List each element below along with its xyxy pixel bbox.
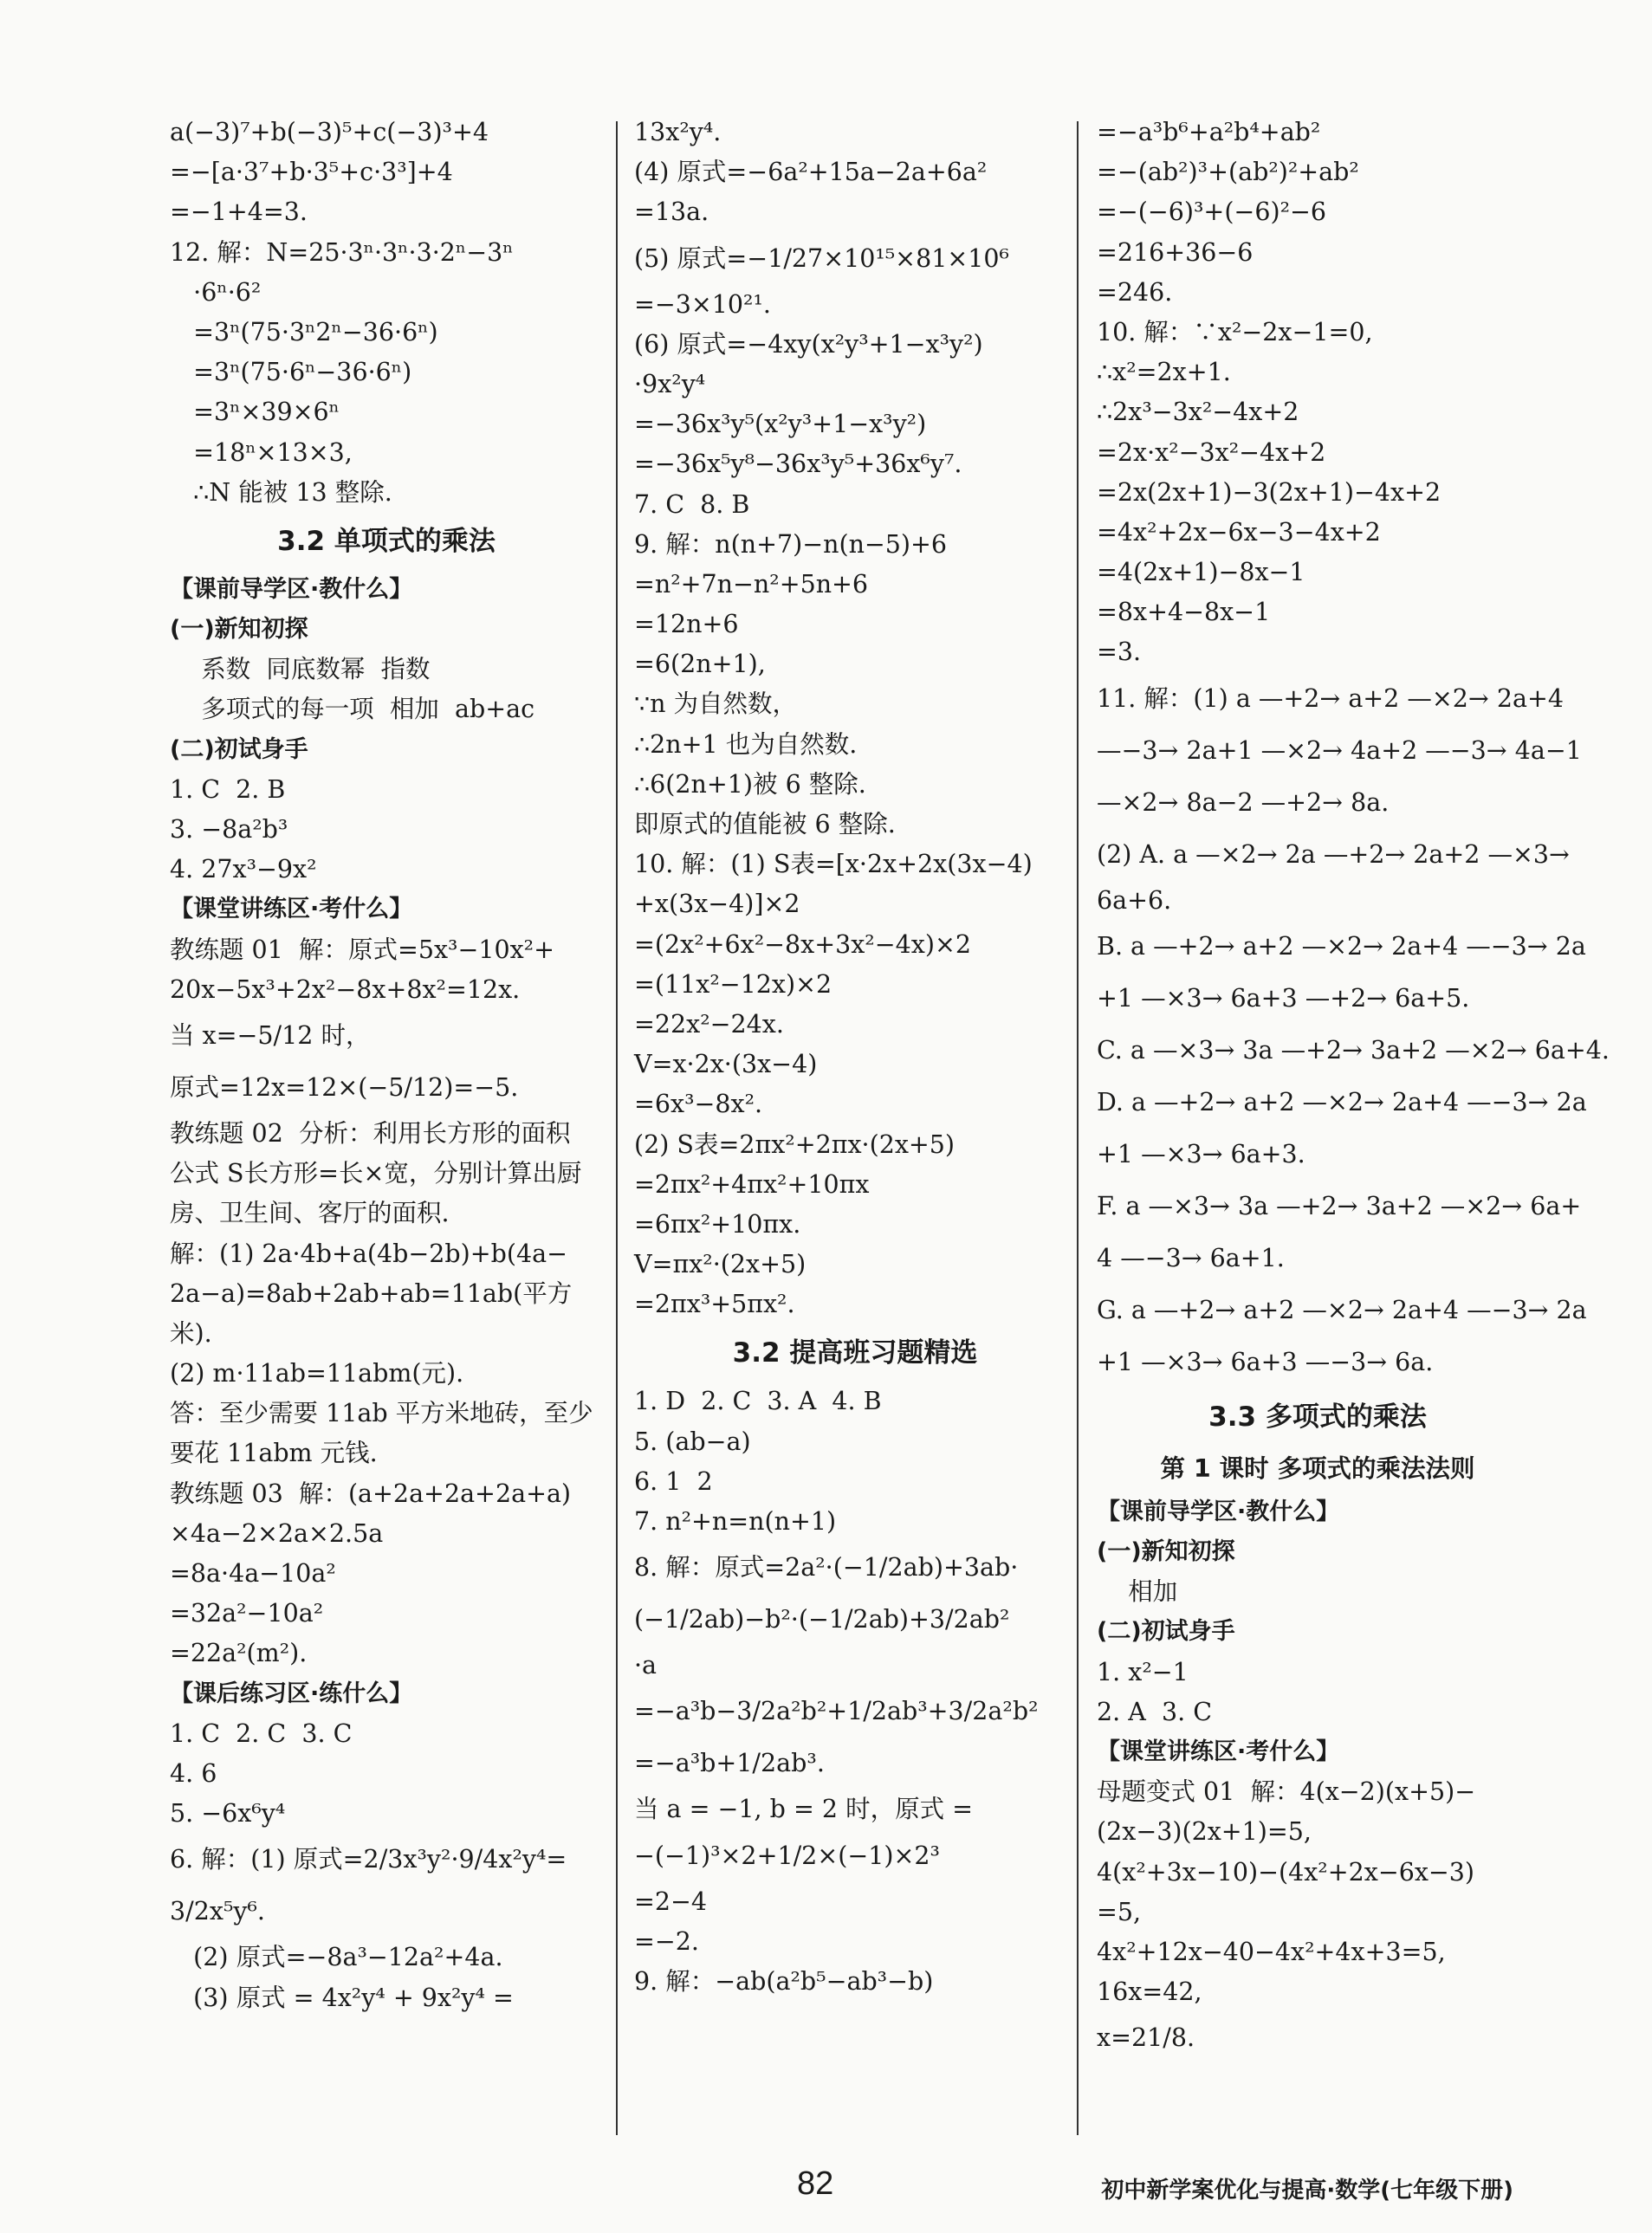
formula-line: B. a —+2→ a+2 —×2→ 2a+4 —−3→ 2a	[1097, 931, 1586, 961]
column-left	[170, 113, 603, 2018]
text-line: 10. 解：(1) S表=[x·2x+2x(3x−4)	[634, 850, 1033, 879]
section-heading: 【课前导学区·教什么】	[1097, 1498, 1340, 1525]
text-line: ∴N 能被 13 整除.	[170, 477, 392, 507]
formula-line: =−a³b+1/2ab³.	[634, 1749, 825, 1778]
text-line: 3. −8a²b³	[170, 815, 288, 844]
text-line: =3ⁿ×39×6ⁿ	[170, 398, 340, 427]
text-line: =−2.	[634, 1926, 699, 1956]
formula-line: (5) 原式=−1/27×10¹⁵×81×10⁶	[634, 243, 1009, 273]
text-line: =−36x⁵y⁸−36x³y⁵+36x⁶y⁷.	[634, 450, 962, 479]
text-line: =3ⁿ(75·6ⁿ−36·6ⁿ)	[170, 358, 412, 387]
text-line: =4(2x+1)−8x−1	[1097, 558, 1305, 587]
column-divider	[616, 121, 618, 2135]
text-line: (6) 原式=−4xy(x²y³+1−x³y²)	[634, 329, 983, 359]
text-line: =22x²−24x.	[634, 1009, 784, 1039]
text-line: 系数 同底数幂 指数	[170, 655, 431, 684]
formula-line: 当 x=−5/12 时，	[170, 1020, 371, 1050]
section-title: 3.2 单项式的乘法	[277, 525, 496, 557]
column-divider	[1077, 121, 1079, 2135]
formula-line: +1 —×3→ 6a+3 —+2→ 6a+5.	[1097, 983, 1470, 1013]
text-line: 1. x²−1	[1097, 1657, 1189, 1686]
formula-line: 原式=12x=12×(−5/12)=−5.	[170, 1072, 519, 1102]
text-line: +x(3x−4)]×2	[634, 890, 800, 919]
text-line: =−1+4=3.	[170, 197, 308, 227]
text-line: (2) m·11ab=11abm(元).	[170, 1359, 464, 1388]
text-line: 答：至少需要 11ab 平方米地砖，至少	[170, 1399, 593, 1428]
text-line: 1. C 2. B	[170, 774, 286, 804]
formula-line: =−a³b−3/2a²b²+1/2ab³+3/2a²b²	[634, 1697, 1039, 1726]
text-line: =18ⁿ×13×3,	[170, 437, 353, 467]
page-number: 82	[797, 2165, 834, 2202]
text-line: (2) S表=2πx²+2πx·(2x+5)	[634, 1129, 956, 1159]
column-middle	[634, 113, 1076, 2002]
text-line: 13x²y⁴.	[634, 118, 722, 146]
text-line: ·9x²y⁴	[634, 369, 706, 398]
text-line: 2. A 3. C	[1097, 1697, 1213, 1726]
text-line: 12. 解：N=25·3ⁿ·3ⁿ·3·2ⁿ−3ⁿ	[170, 237, 514, 267]
text-line: 教练题 02 分析：利用长方形的面积	[170, 1118, 571, 1148]
formula-line: (−1/2ab)−b²·(−1/2ab)+3/2ab²	[634, 1605, 1010, 1634]
text-line: ∴6(2n+1)被 6 整除.	[634, 769, 866, 799]
text-line: 5. −6x⁶y⁴	[170, 1799, 286, 1828]
text-line: =8x+4−8x−1	[1097, 598, 1271, 627]
text-line: 解：(1) 2a·4b+a(4b−2b)+b(4a−	[170, 1239, 567, 1268]
text-line: =−36x³y⁵(x²y³+1−x³y²)	[634, 410, 927, 439]
text-line: 相加	[1097, 1577, 1178, 1607]
text-line: =2πx³+5πx².	[634, 1290, 795, 1319]
section-title: 3.3 多项式的乘法	[1208, 1401, 1427, 1433]
text-line: 房、卫生间、客厅的面积.	[170, 1199, 450, 1228]
text-line: 米).	[170, 1318, 212, 1348]
text-line: =8a·4a−10a²	[170, 1559, 336, 1588]
formula-line: x=21/8.	[1097, 2023, 1195, 2053]
text-line: =−3×10²¹.	[634, 289, 771, 319]
formula-line: (2) A. a —×2→ 2a —+2→ 2a+2 —×3→	[1097, 839, 1570, 869]
text-line: a(−3)⁷+b(−3)⁵+c(−3)³+4	[170, 118, 489, 146]
text-line: =−a³b⁶+a²b⁴+ab²	[1097, 118, 1321, 146]
text-line: V=πx²·(2x+5)	[634, 1250, 807, 1279]
text-line: =2−4	[634, 1887, 708, 1916]
text-line: ∴x²=2x+1.	[1097, 358, 1231, 387]
text-line: (3) 原式 = 4x²y⁴ + 9x²y⁴ =	[170, 1983, 514, 2012]
text-line: 9. 解：n(n+7)−n(n−5)+6	[634, 529, 948, 559]
text-line: 公式 S长方形=长×宽，分别计算出厨	[170, 1159, 582, 1188]
section-heading: (二)初试身手	[1097, 1618, 1235, 1646]
text-line: ∵n 为自然数，	[634, 689, 798, 719]
text-line: =(2x²+6x²−8x+3x²−4x)×2	[634, 929, 971, 959]
section-heading: (二)初试身手	[170, 735, 308, 763]
text-line: (2x−3)(2x+1)=5,	[1097, 1817, 1312, 1847]
text-line: 9. 解：−ab(a²b⁵−ab³−b)	[634, 1966, 934, 1996]
text-line: 2a−a)=8ab+2ab+ab=11ab(平方	[170, 1278, 573, 1308]
text-line: 当 a = −1, b = 2 时，原式 =	[634, 1795, 974, 1824]
column-right	[1097, 113, 1610, 2064]
text-line: =2x(2x+1)−3(2x+1)−4x+2	[1097, 477, 1441, 507]
formula-line: C. a —×3→ 3a —+2→ 3a+2 —×2→ 6a+4.	[1097, 1035, 1610, 1065]
section-heading: 【课堂讲练区·考什么】	[1097, 1738, 1340, 1765]
text-line: 16x=42,	[1097, 1977, 1202, 2007]
text-line: 6. 1 2	[634, 1466, 713, 1496]
text-line: =32a²−10a²	[170, 1599, 324, 1628]
text-line: =3.	[1097, 638, 1142, 667]
text-line: =4x²+2x−6x−3−4x+2	[1097, 517, 1381, 547]
text-line: 4x²+12x−40−4x²+4x+3=5,	[1097, 1937, 1446, 1966]
section-heading: 【课前导学区·教什么】	[170, 575, 413, 603]
text-line: (4) 原式=−6a²+15a−2a+6a²	[634, 158, 988, 187]
text-line: =6(2n+1),	[634, 650, 766, 679]
text-line: 教练题 03 解：(a+2a+2a+2a+a)	[170, 1479, 572, 1508]
text-line: =5,	[1097, 1897, 1142, 1926]
text-line: =3ⁿ(75·3ⁿ2ⁿ−36·6ⁿ)	[170, 317, 438, 346]
text-line: 4. 27x³−9x²	[170, 855, 317, 884]
text-line: =−(ab²)³+(ab²)²+ab²	[1097, 158, 1359, 187]
section-heading: 【课堂讲练区·考什么】	[170, 896, 413, 923]
section-heading: 【课后练习区·练什么】	[170, 1680, 413, 1707]
book-title: 初中新学案优化与提高·数学(七年级下册)	[1101, 2178, 1513, 2204]
text-line: 20x−5x³+2x²−8x+8x²=12x.	[170, 974, 521, 1004]
text-line: ∴2n+1 也为自然数.	[634, 729, 858, 759]
section-title: 3.2 提高班习题精选	[732, 1337, 978, 1369]
text-line: 10. 解：∵x²−2x−1=0,	[1097, 317, 1373, 346]
text-line: =22a²(m²).	[170, 1639, 308, 1668]
formula-line: +1 —×3→ 6a+3 —−3→ 6a.	[1097, 1347, 1434, 1376]
text-line: =2x·x²−3x²−4x+2	[1097, 437, 1326, 467]
text-line: 1. C 2. C 3. C	[170, 1718, 353, 1748]
formula-line: +1 —×3→ 6a+3.	[1097, 1139, 1305, 1168]
text-line: 5. (ab−a)	[634, 1427, 751, 1456]
formula-line: −(−1)³×2+1/2×(−1)×2³	[634, 1841, 940, 1870]
text-line: 7. C 8. B	[634, 489, 750, 519]
formula-line: F. a —×3→ 3a —+2→ 3a+2 —×2→ 6a+	[1097, 1191, 1582, 1220]
text-line: =13a.	[634, 197, 709, 227]
formula-line: —−3→ 2a+1 —×2→ 4a+2 —−3→ 4a−1	[1097, 735, 1582, 765]
text-line: =n²+7n−n²+5n+6	[634, 569, 869, 599]
text-line: 要花 11abm 元钱.	[170, 1439, 378, 1468]
formula-line: 8. 解：原式=2a²·(−1/2ab)+3ab·	[634, 1553, 1019, 1583]
text-line: 6a+6.	[1097, 885, 1172, 915]
text-line: (2) 原式=−8a³−12a²+4a.	[170, 1943, 503, 1972]
text-line: ·6ⁿ·6²	[170, 277, 262, 307]
text-line: 4(x²+3x−10)−(4x²+2x−6x−3)	[1097, 1857, 1475, 1887]
text-line: ·a	[634, 1651, 658, 1680]
formula-line: D. a —+2→ a+2 —×2→ 2a+4 —−3→ 2a	[1097, 1087, 1587, 1116]
text-line: =(11x²−12x)×2	[634, 969, 832, 999]
text-line: 4. 6	[170, 1758, 217, 1788]
text-line: 7. n²+n=n(n+1)	[634, 1507, 837, 1536]
text-line: ∴2x³−3x²−4x+2	[1097, 398, 1299, 427]
text-line: =2πx²+4πx²+10πx	[634, 1169, 870, 1199]
section-heading: (一)新知初探	[170, 616, 308, 644]
text-line: ×4a−2×2a×2.5a	[170, 1518, 384, 1548]
formula-line: 11. 解：(1) a —+2→ a+2 —×2→ 2a+4	[1097, 683, 1564, 713]
text-line: =6x³−8x².	[634, 1090, 763, 1119]
text-line: 多项式的每一项 相加 ab+ac	[170, 695, 535, 724]
formula-line: 3/2x⁵y⁶.	[170, 1897, 265, 1926]
text-line: 母题变式 01 解：4(x−2)(x+5)−	[1097, 1777, 1476, 1807]
text-line: =−[a·3⁷+b·3⁵+c·3³]+4	[170, 158, 453, 187]
text-line: V=x·2x·(3x−4)	[634, 1050, 818, 1079]
formula-line: 6. 解：(1) 原式=2/3x³y²·9/4x²y⁴=	[170, 1845, 567, 1874]
text-line: =−(−6)³+(−6)²−6	[1097, 197, 1327, 227]
lesson-title: 第 1 课时 多项式的乘法法则	[1160, 1453, 1475, 1483]
text-line: =246.	[1097, 277, 1173, 307]
section-heading: (一)新知初探	[1097, 1538, 1235, 1565]
formula-line: —×2→ 8a−2 —+2→ 8a.	[1097, 787, 1390, 817]
text-line: 即原式的值能被 6 整除.	[634, 810, 896, 838]
text-line: =12n+6	[634, 610, 739, 639]
text-line: =6πx²+10πx.	[634, 1209, 801, 1239]
formula-line: G. a —+2→ a+2 —×2→ 2a+4 —−3→ 2a	[1097, 1295, 1587, 1324]
formula-line: 4 —−3→ 6a+1.	[1097, 1243, 1285, 1272]
text-line: 教练题 01 解：原式=5x³−10x²+	[170, 935, 554, 964]
text-line: 1. D 2. C 3. A 4. B	[634, 1387, 882, 1416]
text-line: =216+36−6	[1097, 237, 1254, 267]
